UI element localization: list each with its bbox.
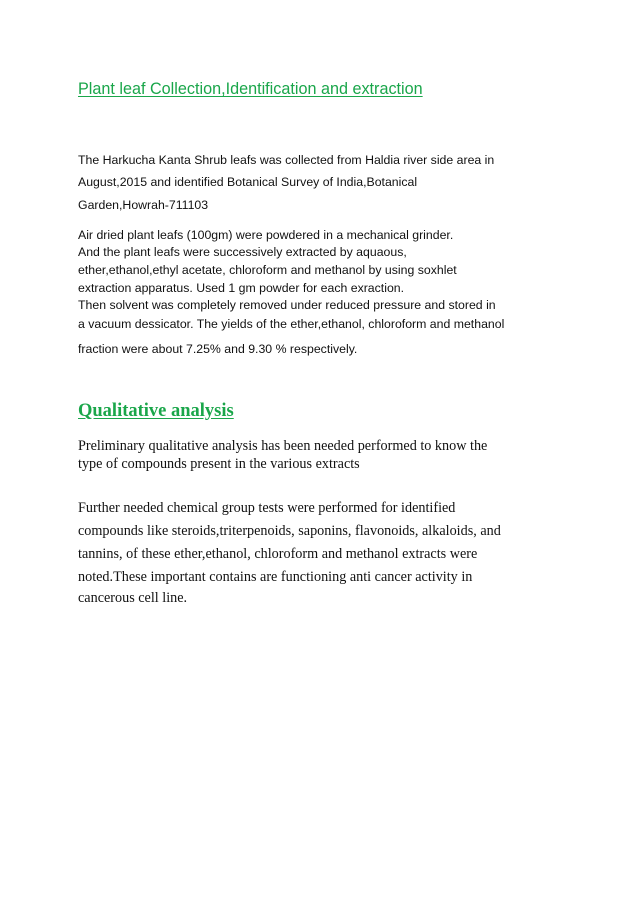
- text-line: type of compounds present in the various extracts: [78, 456, 360, 472]
- text-line: extraction apparatus. Used 1 gm powder for each exraction.: [78, 281, 405, 295]
- text-line: tannins, of these ether,ethanol, chloroform and methanol extracts were: [78, 546, 478, 562]
- text-line: Air dried plant leafs (100gm) were powdered in a mechanical grinder.: [78, 228, 454, 242]
- text-line: compounds like steroids,triterpenoids, saponins, flavonoids, alkaloids, and: [78, 523, 501, 539]
- text-line: noted.These important contains are functioning anti cancer activity in: [78, 569, 473, 585]
- text-line: The Harkucha Kanta Shrub leafs was collected from Haldia river side area in: [78, 153, 495, 167]
- text-line: Preliminary qualitative analysis has been needed performed to know the: [78, 438, 488, 454]
- text-line: a vacuum dessicator. The yields of the ether,ethanol, chloroform and methanol: [78, 317, 505, 331]
- section-heading-plant-leaf: Plant leaf Collection,Identification and extraction: [78, 80, 423, 98]
- text-line: Garden,Howrah-711103: [78, 198, 209, 212]
- text-line: ether,ethanol,ethyl acetate, chloroform and methanol by using soxhlet: [78, 263, 457, 277]
- text-line: cancerous cell line.: [78, 590, 188, 606]
- text-line: August,2015 and identified Botanical Survey of India,Botanical: [78, 175, 418, 189]
- text-line: And the plant leafs were successively extracted by aquaous,: [78, 245, 407, 259]
- text-line: Further needed chemical group tests were performed for identified: [78, 500, 456, 516]
- text-line: fraction were about 7.25% and 9.30 % respectively.: [78, 342, 358, 356]
- text-line: Then solvent was completely removed under reduced pressure and stored in: [78, 298, 496, 312]
- section-heading-qualitative-analysis: Qualitative analysis: [78, 401, 234, 421]
